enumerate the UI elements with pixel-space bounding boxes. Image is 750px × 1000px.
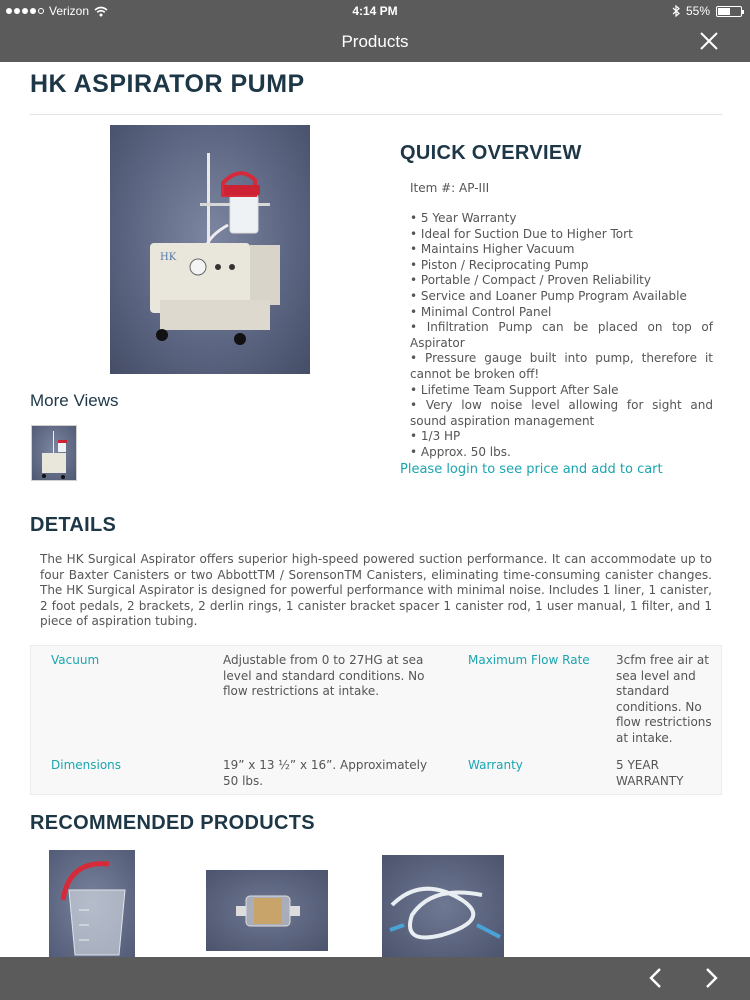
close-icon[interactable] bbox=[698, 30, 720, 52]
thumbnail-illustration bbox=[32, 426, 77, 481]
feature-item: • Service and Loaner Pump Program Available bbox=[410, 289, 713, 305]
battery-percent: 55% bbox=[685, 4, 710, 18]
feature-item: • Maintains Higher Vacuum bbox=[410, 242, 713, 258]
aspirator-pump-illustration bbox=[110, 125, 310, 374]
feature-item: • Pressure gauge built into pump, therefore it cannot be broken off! bbox=[410, 351, 713, 382]
svg-text:HK: HK bbox=[160, 252, 177, 263]
chevron-right-icon[interactable] bbox=[700, 967, 722, 989]
feature-item: • 1/3 HP bbox=[410, 429, 713, 445]
feature-item: • Minimal Control Panel bbox=[410, 305, 713, 321]
quick-overview-heading: QUICK OVERVIEW bbox=[400, 142, 582, 164]
product-main-image[interactable] bbox=[110, 125, 310, 374]
page-title: HK ASPIRATOR PUMP bbox=[30, 70, 305, 98]
feature-item: • Ideal for Suction Due to Higher Tort bbox=[410, 227, 713, 243]
recommended-product-filter[interactable] bbox=[206, 870, 328, 951]
spec-flow-label: Maximum Flow Rate bbox=[468, 653, 590, 667]
spec-vacuum-value: Adjustable from 0 to 27HG at sea level and standard conditions. No flow restrictions at intake. bbox=[223, 653, 425, 699]
spec-dimensions-value: 19” x 13 ½” x 16”. Approximately 50 lbs. bbox=[223, 758, 428, 788]
feature-item: • Approx. 50 lbs. bbox=[410, 445, 713, 461]
status-bar bbox=[0, 0, 750, 22]
recommended-heading: RECOMMENDED PRODUCTS bbox=[30, 812, 315, 834]
nav-title: Products bbox=[341, 32, 409, 51]
more-views-heading: More Views bbox=[30, 391, 119, 410]
feature-item: • Piston / Reciprocating Pump bbox=[410, 258, 713, 274]
feature-list bbox=[410, 211, 713, 461]
feature-item: • Lifetime Team Support After Sale bbox=[410, 383, 713, 399]
feature-item: • Very low noise level allowing for sight and sound aspiration management bbox=[410, 398, 713, 429]
specs-table bbox=[30, 645, 722, 795]
login-to-see-price-link[interactable]: Please login to see price and add to cart bbox=[400, 462, 663, 477]
bottom-toolbar bbox=[0, 957, 750, 1000]
tubing-illustration bbox=[382, 855, 504, 959]
spec-dimensions-label: Dimensions bbox=[51, 758, 122, 772]
feature-item: • 5 Year Warranty bbox=[410, 211, 713, 227]
filter-illustration bbox=[206, 870, 328, 951]
status-right bbox=[672, 4, 742, 18]
spec-warranty-label: Warranty bbox=[468, 758, 523, 772]
carrier-name: Verizon bbox=[49, 4, 90, 18]
nav-bar bbox=[0, 22, 750, 62]
battery-fill bbox=[718, 8, 730, 15]
feature-item: • Infiltration Pump can be placed on top of Aspirator bbox=[410, 320, 713, 351]
spec-vacuum-label: Vacuum bbox=[51, 653, 100, 667]
chevron-left-icon[interactable] bbox=[645, 967, 667, 989]
status-time: 4:14 PM bbox=[352, 4, 398, 18]
spec-warranty-value: 5 YEAR WARRANTY bbox=[616, 758, 684, 788]
canister-illustration bbox=[49, 850, 135, 958]
bluetooth-icon bbox=[672, 5, 680, 17]
battery-icon bbox=[716, 6, 742, 17]
product-thumbnail[interactable] bbox=[31, 425, 77, 481]
details-description: The HK Surgical Aspirator offers superior high-speed powered suction performance. It can accommodate up to four Baxter Canisters or two AbbottTM / SorensonTM Canisters, eliminating time-consuming canister changes. The HK Surgical Aspirator is designed for powerful performance with minimal noise. Includes 1 liner, 1 canister, 2 foot pedals, 2 brackets, 2 derlin rings, 1 canister bracket spacer 1 canister rod, 1 user manual, 1 filter, and 1 piece of aspiration tubing. bbox=[40, 552, 712, 629]
recommended-product-canister[interactable] bbox=[49, 850, 135, 958]
item-number: Item #: AP-III bbox=[410, 181, 490, 195]
spec-flow-value: 3cfm free air at sea level and standard conditions. No flow restrictions at intake. bbox=[616, 653, 712, 745]
details-heading: DETAILS bbox=[30, 514, 117, 536]
divider bbox=[30, 114, 722, 115]
feature-item: • Portable / Compact / Proven Reliability bbox=[410, 273, 713, 289]
recommended-product-tubing[interactable] bbox=[382, 855, 504, 959]
